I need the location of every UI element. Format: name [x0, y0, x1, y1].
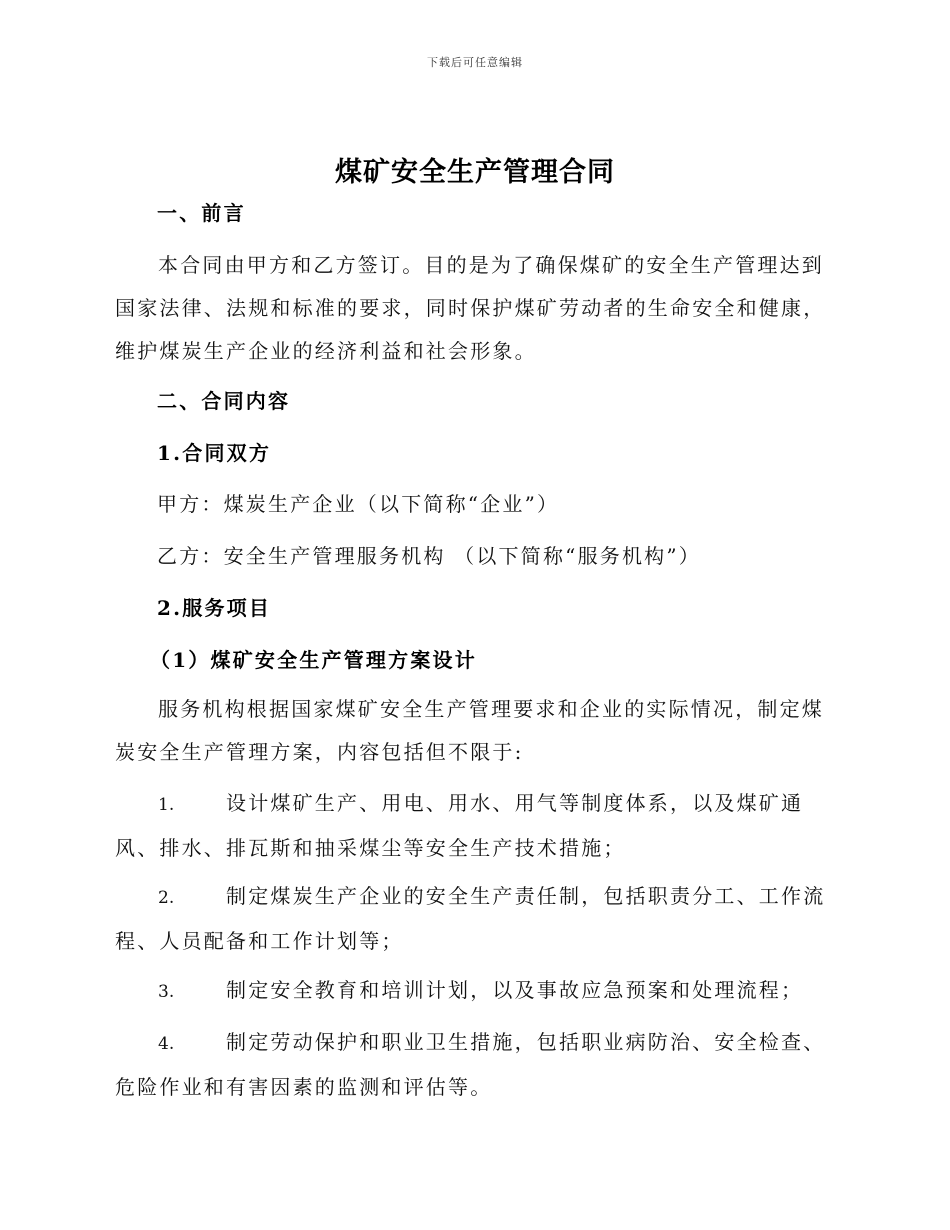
list-item: [115, 1021, 835, 1109]
subsection-heading-parties: 1.合同双方: [157, 441, 272, 465]
list-item-text: 制定劳动保护和职业卫生措施，包括职业病防治、安全检查、危险作业和有害因素的监测和评估等。: [115, 1030, 826, 1099]
list-item-text: 制定煤炭生产企业的安全生产责任制，包括职责分工、工作流程、人员配备和工作计划等；: [115, 884, 826, 953]
subsection-heading-services: 2.服务项目: [157, 596, 272, 620]
preface-paragraph: 本合同由甲方和乙方签订。目的是为了确保煤矿的安全生产管理达到国家法律、法规和标准的要求，同时保护煤矿劳动者的生命安全和健康，维护煤炭生产企业的经济利益和社会形象。: [115, 253, 826, 363]
party-a-line: 甲方：煤炭生产企业（以下简称“企业”）: [157, 492, 560, 516]
list-item: [115, 782, 835, 870]
section-heading-preface: 一、前言: [157, 201, 246, 225]
list-item-text: 制定安全教育和培训计划，以及事故应急预案和处理流程；: [226, 978, 804, 1002]
page-header-note: 下载后可任意编辑: [427, 56, 523, 69]
section-heading-contract-content: 二、合同内容: [157, 389, 291, 413]
list-item-number: 3.: [158, 982, 175, 1002]
subsection-heading-plan-design: （1）煤矿安全生产管理方案设计: [150, 648, 477, 672]
party-b-line: 乙方：安全生产管理服务机构 （以下简称“服务机构”）: [157, 544, 702, 568]
plan-design-paragraph: 服务机构根据国家煤矿安全生产管理要求和企业的实际情况，制定煤炭安全生产管理方案，内容包括但不限于:: [115, 697, 824, 764]
list-item-number: 1.: [158, 795, 175, 815]
list-item-number: 4.: [158, 1034, 175, 1054]
list-item-number: 2.: [158, 888, 175, 908]
list-item-text: 设计煤矿生产、用电、用水、用气等制度体系，以及煤矿通风、排水、排瓦斯和抽采煤尘等安全生产技术措施；: [115, 791, 804, 860]
list-item: [115, 969, 835, 1014]
document-title: 煤矿安全生产管理合同: [335, 157, 615, 188]
list-item: [115, 875, 835, 963]
